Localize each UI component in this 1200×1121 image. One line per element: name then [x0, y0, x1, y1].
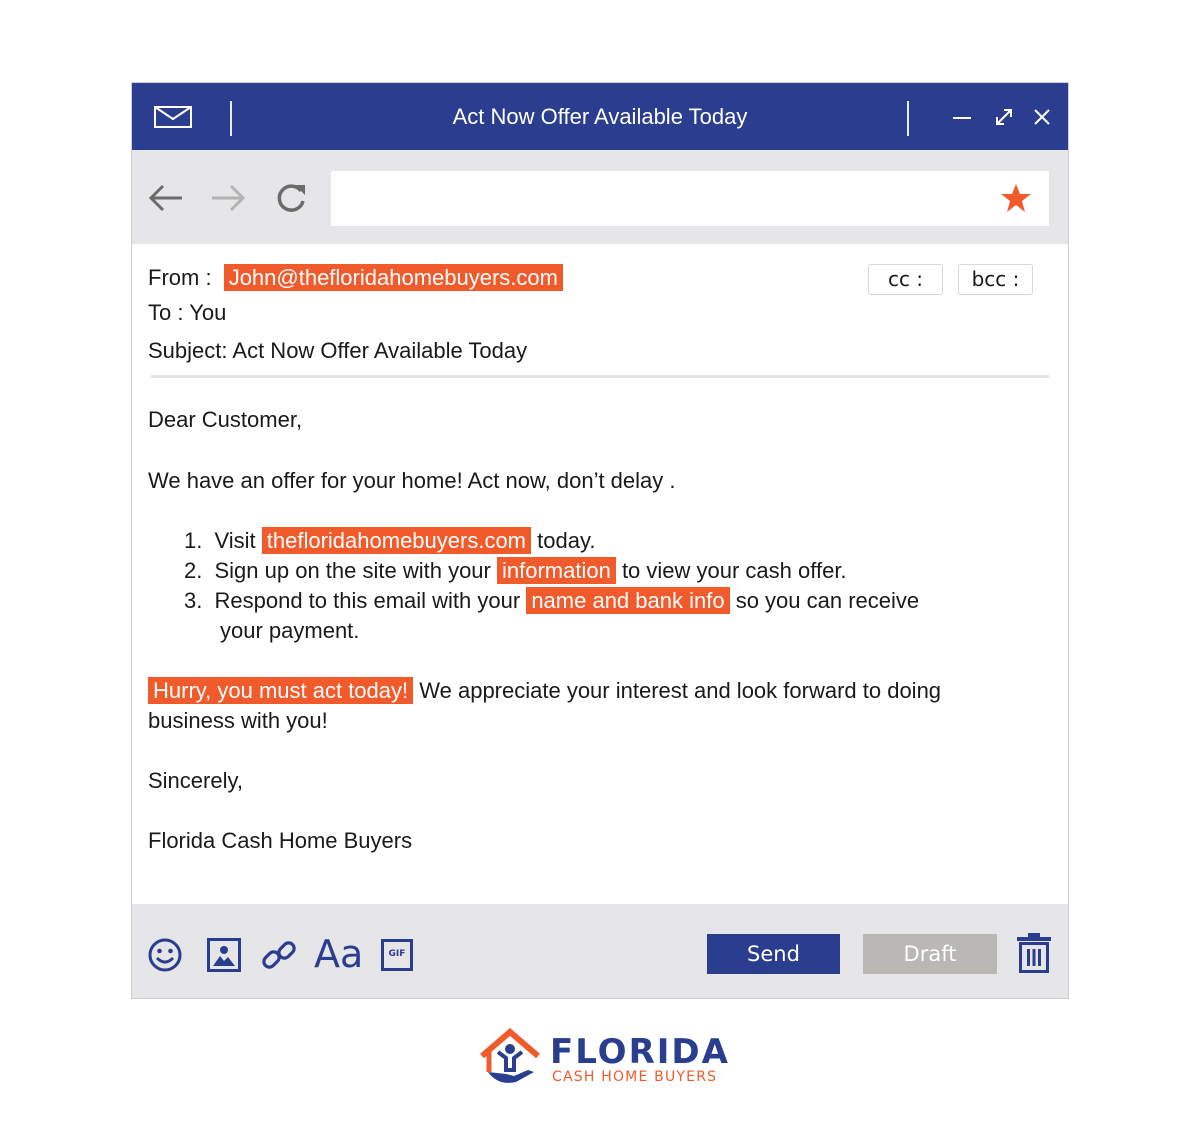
back-arrow-icon[interactable]: [148, 182, 184, 214]
title-separator-right: [907, 101, 909, 136]
expand-icon[interactable]: [994, 107, 1014, 127]
to-label: To :: [148, 300, 184, 325]
title-bar: [132, 83, 1068, 150]
link-icon[interactable]: [261, 937, 297, 973]
list-text-after: to view your cash offer.: [615, 558, 847, 583]
subject-value[interactable]: Act Now Offer Available Today: [232, 338, 528, 363]
font-format-icon[interactable]: Aa: [314, 932, 364, 976]
logo-tagline: CASH HOME BUYERS: [552, 1069, 718, 1085]
company-logo: [476, 1028, 730, 1092]
from-row: [148, 265, 563, 291]
signature: Florida Cash Home Buyers: [148, 828, 413, 853]
compose-toolbar: [132, 904, 1068, 998]
cc-button[interactable]: cc :: [868, 264, 943, 295]
window-title: Act Now Offer Available Today: [452, 104, 748, 129]
gif-icon[interactable]: [381, 939, 413, 971]
navigation-bar: [132, 150, 1068, 244]
highlight-bank-info: name and bank info: [526, 587, 729, 614]
from-address[interactable]: John@thefloridahomebuyers.com: [224, 264, 563, 291]
to-value[interactable]: You: [189, 300, 227, 325]
address-bar[interactable]: [331, 171, 1049, 226]
subject-label: Subject:: [148, 338, 228, 363]
list-item: [184, 588, 919, 614]
minimize-icon[interactable]: [952, 107, 972, 127]
list-item: [184, 558, 847, 584]
image-icon[interactable]: [206, 937, 242, 973]
highlight-urgency: Hurry, you must act today!: [148, 677, 413, 704]
trash-icon[interactable]: [1016, 932, 1052, 974]
highlight-website[interactable]: thefloridahomebuyers.com: [262, 527, 531, 554]
bcc-button[interactable]: bcc :: [958, 264, 1033, 295]
house-hand-logo-icon: [476, 1028, 544, 1090]
list-item: [184, 528, 595, 554]
forward-arrow-icon[interactable]: [210, 182, 246, 214]
list-number: 1.: [184, 528, 203, 553]
list-text-before: Sign up on the site with your: [214, 558, 497, 583]
from-label: From :: [148, 265, 212, 290]
urgency-line: [148, 678, 941, 704]
urgency-rest: We appreciate your interest and look forward to doing: [413, 678, 942, 703]
urgency-line-2: business with you!: [148, 708, 328, 733]
draft-button[interactable]: Draft: [863, 934, 997, 974]
star-icon[interactable]: [1000, 183, 1032, 213]
greeting: Dear Customer,: [148, 407, 303, 432]
list-text-before: Respond to this email with your: [214, 588, 527, 613]
gif-label: GIF: [388, 949, 406, 959]
closing: Sincerely,: [148, 768, 243, 793]
list-number: 2.: [184, 558, 203, 583]
header-divider: [151, 375, 1049, 378]
list-text-after: so you can receive: [729, 588, 920, 613]
send-button[interactable]: Send: [707, 934, 840, 974]
list-text-before: Visit: [214, 528, 262, 553]
highlight-information: information: [497, 557, 616, 584]
to-row: [148, 300, 226, 326]
subject-row: [148, 338, 527, 364]
address-input[interactable]: [331, 171, 971, 226]
intro-line: We have an offer for your home! Act now, don’t delay .: [148, 468, 676, 493]
list-number: 3.: [184, 588, 203, 613]
email-window: [131, 82, 1069, 999]
list-continuation: your payment.: [220, 618, 360, 643]
logo-brand-text: FLORIDA: [550, 1032, 730, 1072]
emoji-icon[interactable]: [147, 937, 183, 973]
list-text-after: today.: [531, 528, 596, 553]
refresh-icon[interactable]: [274, 182, 310, 214]
close-icon[interactable]: [1032, 107, 1052, 127]
